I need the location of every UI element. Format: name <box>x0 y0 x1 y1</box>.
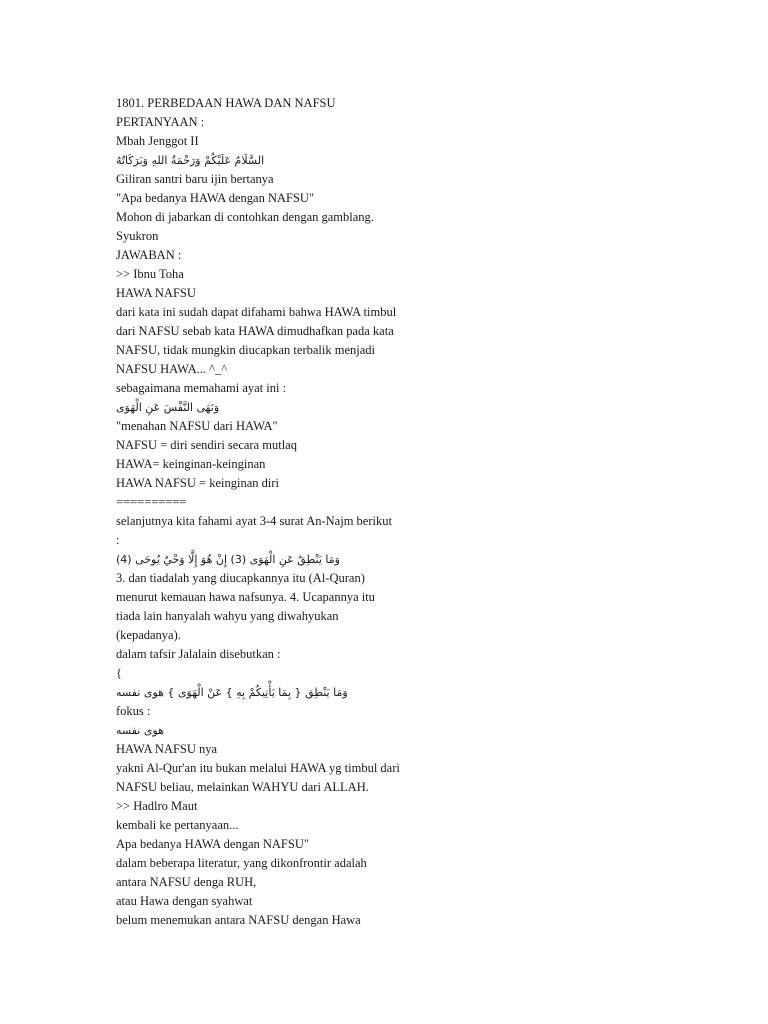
text-line: yakni Al-Qur'an itu bukan melalui HAWA yg timbul dari <box>116 761 400 775</box>
text-line: NAFSU = diri sendiri secara mutlaq <box>116 438 297 452</box>
arabic-text: وَنَهَى النَّفْسَ عَنِ الْهَوَى <box>116 401 220 414</box>
text-line: Mbah Jenggot II <box>116 134 199 148</box>
arabic-text-line <box>116 151 436 170</box>
arabic-text: وَمَا يَنْطِق { بِمَا يَأْتِيكُمْ بِهِ } عَنْ الْهَوَى } هوى نفسه <box>116 686 348 699</box>
text-line: (kepadanya). <box>116 628 181 642</box>
text-line: NAFSU HAWA... ^_^ <box>116 362 228 376</box>
text-line: dalam beberapa literatur, yang dikonfrontir adalah <box>116 856 367 870</box>
text-line: fokus : <box>116 704 151 718</box>
text-line: HAWA NAFSU nya <box>116 742 218 756</box>
text-line: dari kata ini sudah dapat difahami bahwa HAWA timbul <box>116 305 397 319</box>
text-line: >> Hadlro Maut <box>116 799 198 813</box>
text-line: NAFSU beliau, melainkan WAHYU dari ALLAH. <box>116 780 369 794</box>
text-line: kembali ke pertanyaan... <box>116 818 239 832</box>
text-line: Syukron <box>116 229 159 243</box>
text-line: "menahan NAFSU dari HAWA" <box>116 419 278 433</box>
arabic-text-line <box>116 550 436 569</box>
arabic-text-line <box>116 683 436 702</box>
arabic-text: السَّلَامُ عَلَيْكُمْ وَرَحْمَةُ اللهِ وَبَرَكَاتُهُ <box>116 154 265 167</box>
text-line: >> Ibnu Toha <box>116 267 184 281</box>
text-line: Giliran santri baru ijin bertanya <box>116 172 274 186</box>
arabic-text: هوى نفسه <box>116 724 164 737</box>
text-line: HAWA NAFSU <box>116 286 196 300</box>
text-line: atau Hawa dengan syahwat <box>116 894 253 908</box>
text-line: sebagaimana memahami ayat ini : <box>116 381 287 395</box>
arabic-text-line <box>116 721 436 740</box>
arabic-text-line <box>116 398 436 417</box>
text-line: 1801. PERBEDAAN HAWA DAN NAFSU <box>116 96 336 110</box>
text-line: antara NAFSU denga RUH, <box>116 875 257 889</box>
document-body <box>116 94 436 930</box>
text-line: ========== <box>116 495 187 509</box>
text-line: menurut kemauan hawa nafsunya. 4. Ucapannya itu <box>116 590 375 604</box>
text-line: selanjutnya kita fahami ayat 3-4 surat An-Najm berikut <box>116 514 392 528</box>
text-line: belum menemukan antara NAFSU dengan Hawa <box>116 913 361 927</box>
text-line: NAFSU, tidak mungkin diucapkan terbalik menjadi <box>116 343 375 357</box>
text-line: dalam tafsir Jalalain disebutkan : <box>116 647 281 661</box>
text-line: 3. dan tiadalah yang diucapkannya itu (Al-Quran) <box>116 571 365 585</box>
text-line: Apa bedanya HAWA dengan NAFSU" <box>116 837 309 851</box>
text-line: JAWABAN : <box>116 248 182 262</box>
arabic-text: وَمَا يَنْطِقُ عَنِ الْهَوَى (3) إِنْ هُوَ إِلَّا وَحْيٌ يُوحَى (4) <box>116 553 340 566</box>
text-line: tiada lain hanyalah wahyu yang diwahyukan <box>116 609 339 623</box>
text-line: HAWA= keinginan-keinginan <box>116 457 266 471</box>
text-line: Mohon di jabarkan di contohkan dengan gamblang. <box>116 210 374 224</box>
text-line: dari NAFSU sebab kata HAWA dimudhafkan pada kata <box>116 324 394 338</box>
text-line: : <box>116 533 120 547</box>
text-line: HAWA NAFSU = keinginan diri <box>116 476 279 490</box>
text-line: { <box>116 666 122 680</box>
text-line: PERTANYAAN : <box>116 115 205 129</box>
text-line: "Apa bedanya HAWA dengan NAFSU" <box>116 191 315 205</box>
